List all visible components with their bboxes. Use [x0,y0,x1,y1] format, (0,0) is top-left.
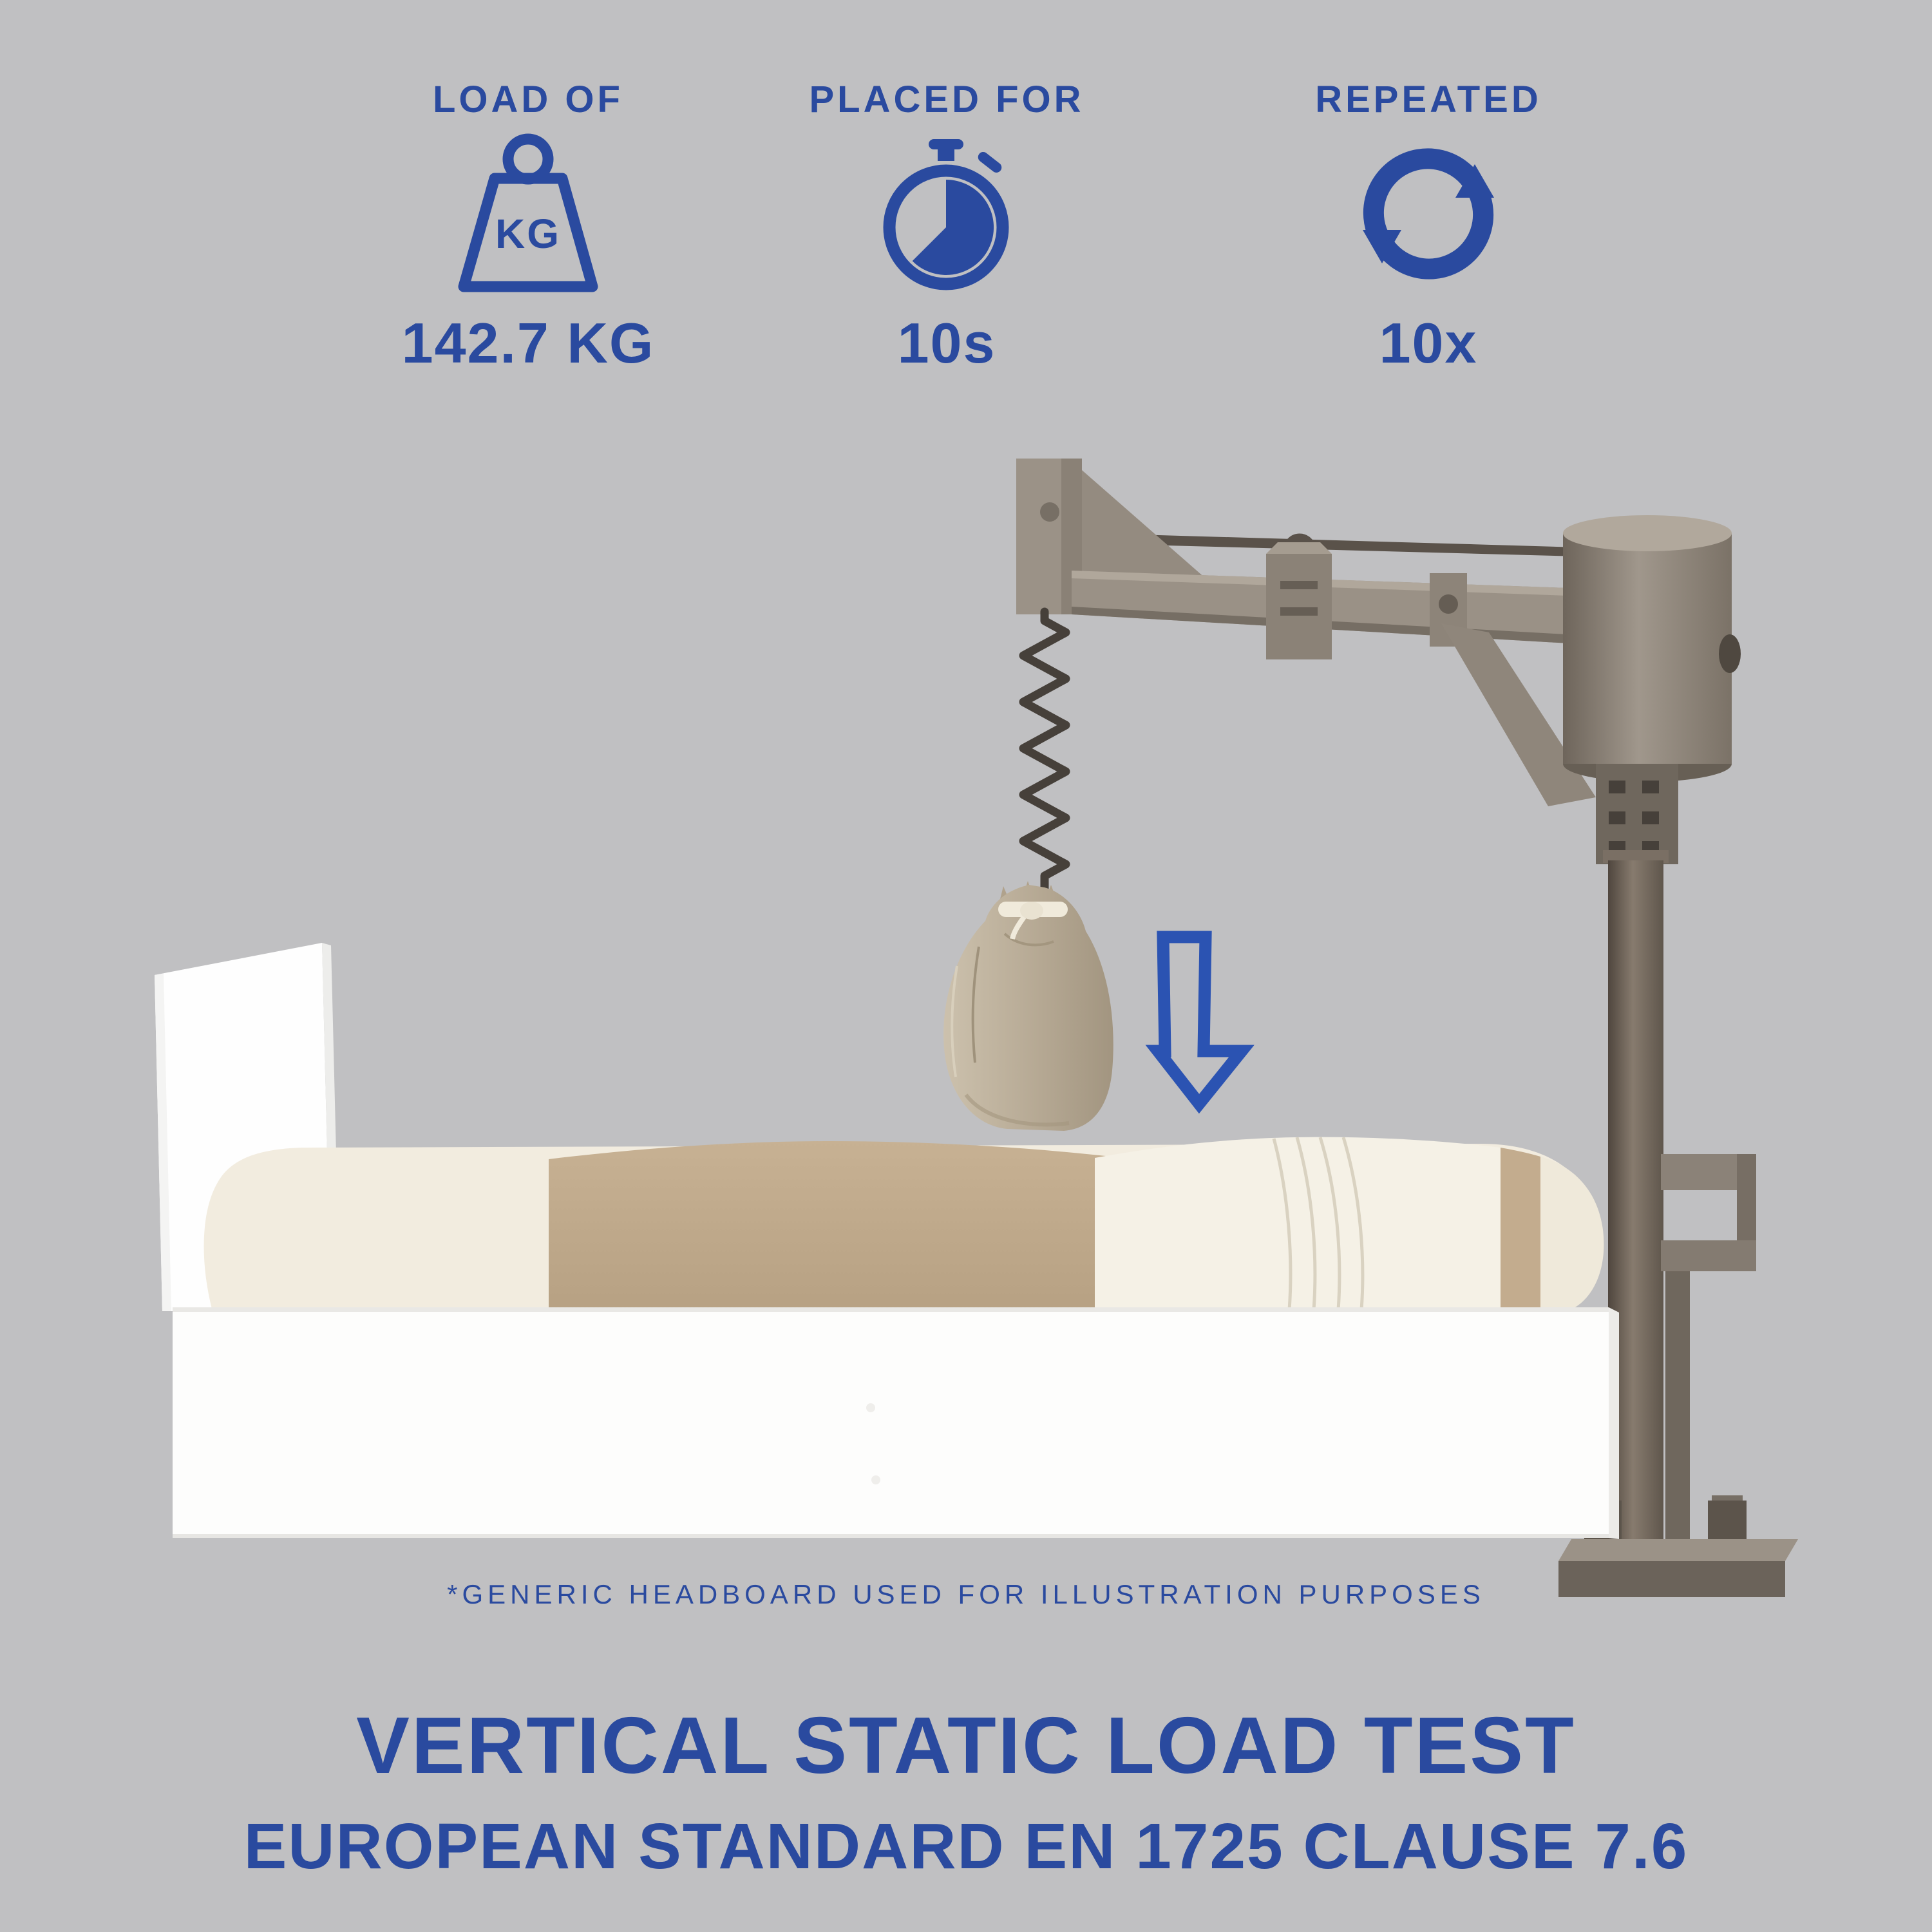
feature-repeat-label: REPEATED [1315,78,1542,120]
rig-block-hole [1040,502,1059,522]
rig-left-gusset [1082,470,1211,583]
sand-bag-body [943,885,1113,1131]
rig-pivot-cylinder [1563,533,1732,764]
rig-post-clamp [1661,1154,1756,1539]
bed-frame [173,1307,1609,1538]
repeat-arrows-icon [1338,140,1519,291]
feature-load-label: LOAD OF [433,78,623,120]
page-title: VERTICAL STATIC LOAD TEST [356,1701,1576,1790]
feature-load [283,70,773,376]
feature-time-value: 10s [897,311,996,375]
stopwatch-icon [878,139,1015,292]
weight-kg-icon [450,133,607,298]
down-arrow-icon [1158,937,1242,1104]
rig-arm-clamp [1266,554,1332,659]
feature-repeat-value: 10x [1379,311,1478,375]
rig-spring [1023,612,1066,908]
blanket [549,1141,1112,1311]
footnote: *GENERIC HEADBOARD USED FOR ILLUSTRATION PURPOSES [447,1579,1485,1609]
feature-time-label: PLACED FOR [809,78,1084,120]
page-subtitle: EUROPEAN STANDARD EN 1725 CLAUSE 7.6 [243,1810,1689,1882]
sand-bag [943,881,1113,1131]
rig-bolt-plate [1596,764,1678,864]
kg-icon-label: KG [495,210,561,257]
duvet [1095,1137,1501,1311]
bed [155,943,1619,1539]
feature-load-value: 142.7 KG [401,311,655,375]
feature-repeat [1184,70,1673,376]
feature-time [702,70,1191,376]
